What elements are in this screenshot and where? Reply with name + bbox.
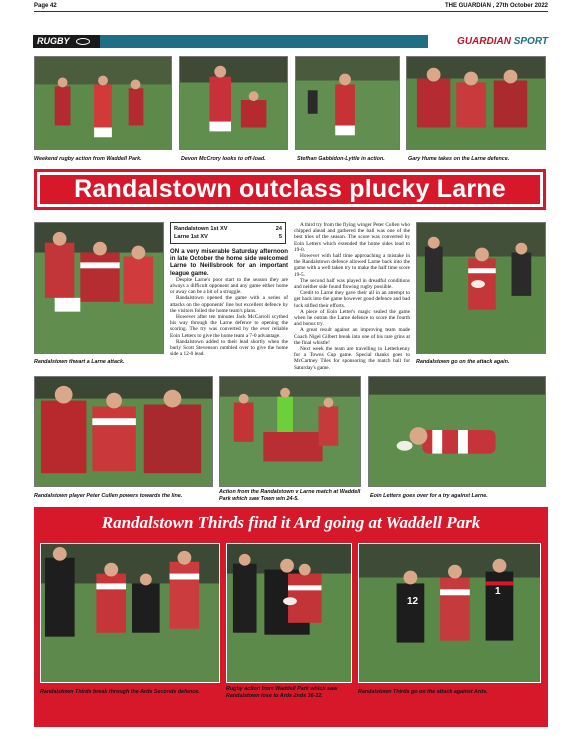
home-score: 24 [275,226,282,232]
caption-attack-again: Randalstown go on the attack again. [416,359,510,365]
caption-weekend-action: Weekend rugby action from Waddell Park. [34,156,142,162]
section-bar [100,35,428,48]
photo-thirds-attack-ards [358,543,541,683]
header-rule [34,11,548,12]
thirds-headline: Randalstown Thirds find it Ard going at Waddell Park [101,513,481,532]
article-column-2 [294,222,410,371]
score-box [170,222,286,244]
jersey-number-12: 12 [407,596,419,607]
caption-peter-cullen: Randalstown player Peter Cullen powers towards the line. [34,493,183,499]
caption-devon-mccrory: Devon McCrory looks to off-load. [181,156,266,162]
home-team: Randalstown 1st XV [174,226,228,232]
headline-frame [34,169,546,210]
away-score: 5 [278,234,282,240]
caption-thirds-attack-ards: Randalstown Thirds go on the attack against Ards. [358,689,488,695]
guardian-sport-logo [430,35,548,48]
brand-guardian: GUARDIAN [457,36,511,47]
article-paragraph: Next week the team are travelling to Letterkenny for a Towns Cup game. Special thanks goes to McCartney Tiles for sponsoring the match ball for Saturday's game. [294,346,410,371]
photo-devon-mccrory [179,56,288,150]
score-row-home [174,225,282,233]
photo-peter-cullen [34,376,213,487]
away-team: Larne 1st XV [174,234,208,240]
article-paragraph: However after ten minutes Jack McCarroll scythed his way through the Larne defence to opening the scoring. The try was converted by the ever reliable Eoin Letters to give the home team a 7-0 advantage. [170,314,288,339]
caption-gary-hume: Gary Hume takes on the Larne defence. [408,156,510,162]
page-number: Page 42 [34,3,57,9]
article-paragraph: Randalstown opened the game with a series of attacks on the opponents' line but excellent defence by the visitors foiled the home team's plans. [170,295,288,314]
rugby-ball-icon [76,38,90,45]
article-paragraph: However with half time approaching a mistake in the Randalstown defence allowed Larne back into the game with a well taken try to make the half time score 19-5. [294,253,410,278]
article-paragraph: The second half was played in dreadful conditions and neither side found flowing rugby possible. [294,277,410,291]
caption-thirds-waddell-action: Rugby action from Waddell Park which saw Randalstown lose to Ards 2nds 36-12. [226,686,338,699]
caption-eoin-letters: Eoin Letters goes over for a try against Larne. [370,493,488,499]
article-paragraph: Credit to Larne they gave their all in an attempt to get back into the game however good defence and bad luck stifled their efforts. [294,290,410,309]
photo-thwart-larne-attack [34,222,164,354]
caption-stefhan-gabbidon: Stefhan Gabbidon-Lyttle in action. [297,156,385,162]
caption-action-town-win: Action from the Randalstown v Larne match at Waddell Park which saw Town win 24-5. [219,489,361,502]
article-column-1 [170,248,288,357]
jersey-number-1: 1 [495,586,501,597]
photo-action-town-win [219,376,361,487]
photo-attack-again [416,222,546,354]
article-paragraph: Despite Larne's poor start to the season they are always a difficult opponent and any game either home or away can be a bit of a struggle. [170,276,288,296]
photo-thirds-break-through [40,543,220,683]
photo-stefhan-gabbidon [295,56,400,150]
article-paragraph: A great result against an improving team made Coach Nigel Gilbert break into one of his rare grins at the final whistle! [294,327,410,346]
caption-thirds-break-through: Randalstown Thirds break through the Ards Seconds defence. [40,689,200,695]
caption-thwart-larne: Randalstown thwart a Larne attack. [34,359,125,365]
section-tab [33,35,100,48]
brand-sport: SPORT [513,36,548,47]
headline: Randalstown outclass plucky Larne [40,175,540,204]
photo-eoin-letters-try [368,376,546,487]
article-paragraph: Randalstown added to their lead shortly when the burly Scott Stevenson rumbled over to give the home side a 12-0 lead. [170,338,288,358]
article-paragraph: A third try from the flying winger Peter Cullen who chipped ahead and gathered the ball was one of the best tries of the season. The score was converted by Eoin Letters which extended the home sides lead to 19-0. [294,222,410,253]
article-lead: ON a very miserable Saturday afternoon in late October the home side welcomed Larne to Neillsbrook for an important league game. [170,248,288,277]
article-paragraph: A piece of Eoin Letter's magic sealed the game when he outran the Larne defence to score the fourth and bonus try. [294,308,410,328]
photo-gary-hume [406,56,546,150]
section-tab-label: RUGBY [37,36,70,46]
photo-thirds-waddell-action [226,543,352,683]
photo-weekend-action [34,56,172,150]
score-row-away [174,233,282,241]
paper-date: THE GUARDIAN , 27th October 2022 [444,3,548,9]
